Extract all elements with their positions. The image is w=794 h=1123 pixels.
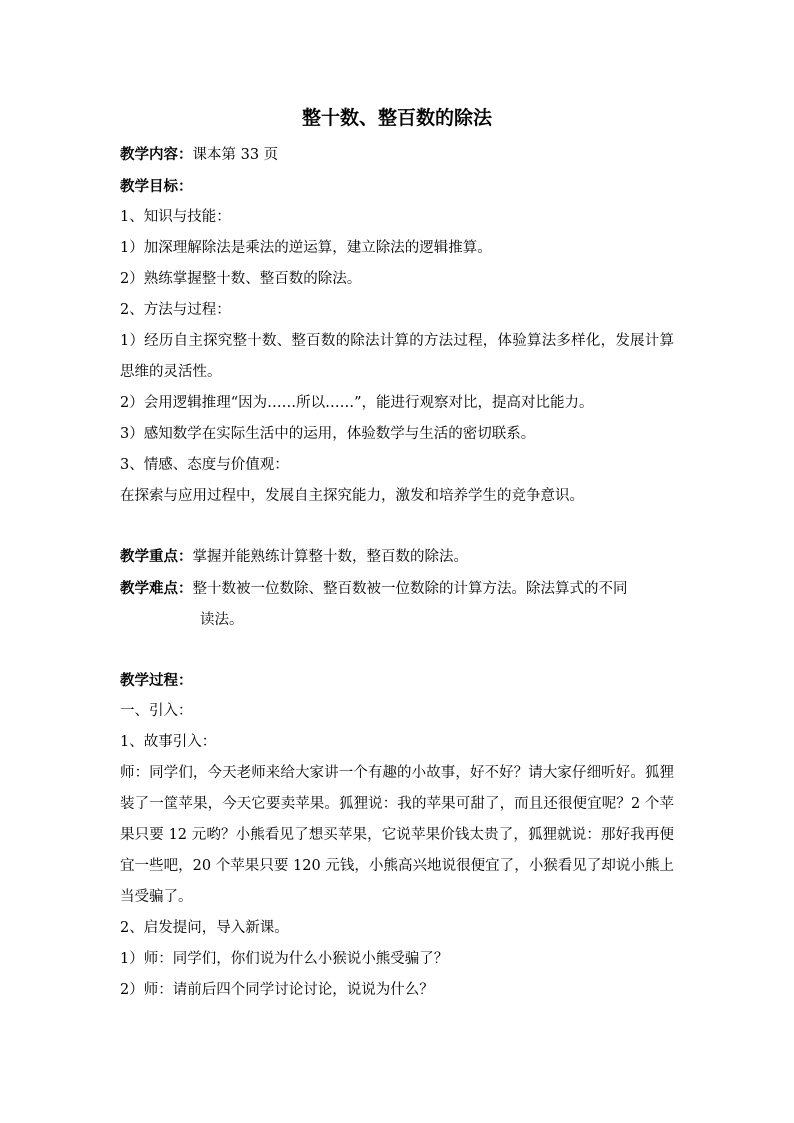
teaching-content-line <box>120 139 674 171</box>
method-item-1: 1）经历自主探究整十数、整百数的除法计算的方法过程，体验算法多样化，发展计算思维的灵活性。 <box>120 333 674 380</box>
method-item-3: 3）感知数学在实际生活中的运用，体验数学与生活的密切联系。 <box>120 426 536 442</box>
story-paragraph: 师：同学们，今天老师来给大家讲一个有趣的小故事，好不好？请大家仔细听好。狐狸装了一筐苹果，今天它要卖苹果。狐狸说：我的苹果可甜了，而且还很便宜呢？2 个苹果只要 12 元哟？小熊看见了想买苹果，它说苹果价钱太贵了，狐狸就说：那好我再便宜一些吧，20 个苹果只要 120 元钱，小熊高兴地说很便宜了，小猴看见了却说小熊上当受骗了。 <box>120 765 674 905</box>
spacer <box>120 512 674 541</box>
question-item-1: 1）师：同学们，你们说为什么小猴说小熊受骗了？ <box>120 951 449 967</box>
section-intro-heading: 一、引入： <box>120 703 193 719</box>
question-item-2: 2）师：请前后四个同学讨论讨论，说说为什么？ <box>120 982 434 998</box>
key-point-value: 掌握并能熟练计算整十数，整百数的除法。 <box>192 549 468 565</box>
teaching-content-label: 教学内容： <box>120 146 193 163</box>
key-point-label: 教学重点： <box>120 548 193 565</box>
knowledge-item-2: 2）熟练掌握整十数、整百数的除法。 <box>120 271 362 287</box>
method-item-2: 2）会用逻辑推理“因为……所以……”，能进行观察对比，提高对比能力。 <box>120 395 594 411</box>
difficulty-line <box>120 573 674 605</box>
difficulty-continuation: 读法。 <box>200 612 244 628</box>
difficulty-value: 整十数被一位数除、整百数被一位数除的计算方法。除法算式的不同 <box>192 581 628 597</box>
page-title: 整十数、整百数的除法 <box>301 107 492 129</box>
difficulty-label: 教学难点： <box>120 580 193 597</box>
attitude-item-1: 在探索与应用过程中，发展自主探究能力，激发和培养学生的竞争意识。 <box>120 488 584 504</box>
knowledge-item-1: 1）加深理解除法是乘法的逆运算，建立除法的逻辑推算。 <box>120 240 492 256</box>
method-process-heading: 2、方法与过程： <box>120 302 231 318</box>
key-point-line <box>120 541 674 573</box>
knowledge-skills-heading: 1、知识与技能： <box>120 209 231 225</box>
process-heading: 教学过程： <box>120 672 193 689</box>
attitude-heading: 3、情感、态度与价值观： <box>120 457 289 473</box>
questioning-heading: 2、启发提问，导入新课。 <box>120 920 289 936</box>
objectives-heading: 教学目标： <box>120 178 193 195</box>
story-intro-heading: 1、故事引入： <box>120 734 217 750</box>
spacer <box>120 636 674 665</box>
teaching-content-value: 课本第 33 页 <box>192 147 279 163</box>
